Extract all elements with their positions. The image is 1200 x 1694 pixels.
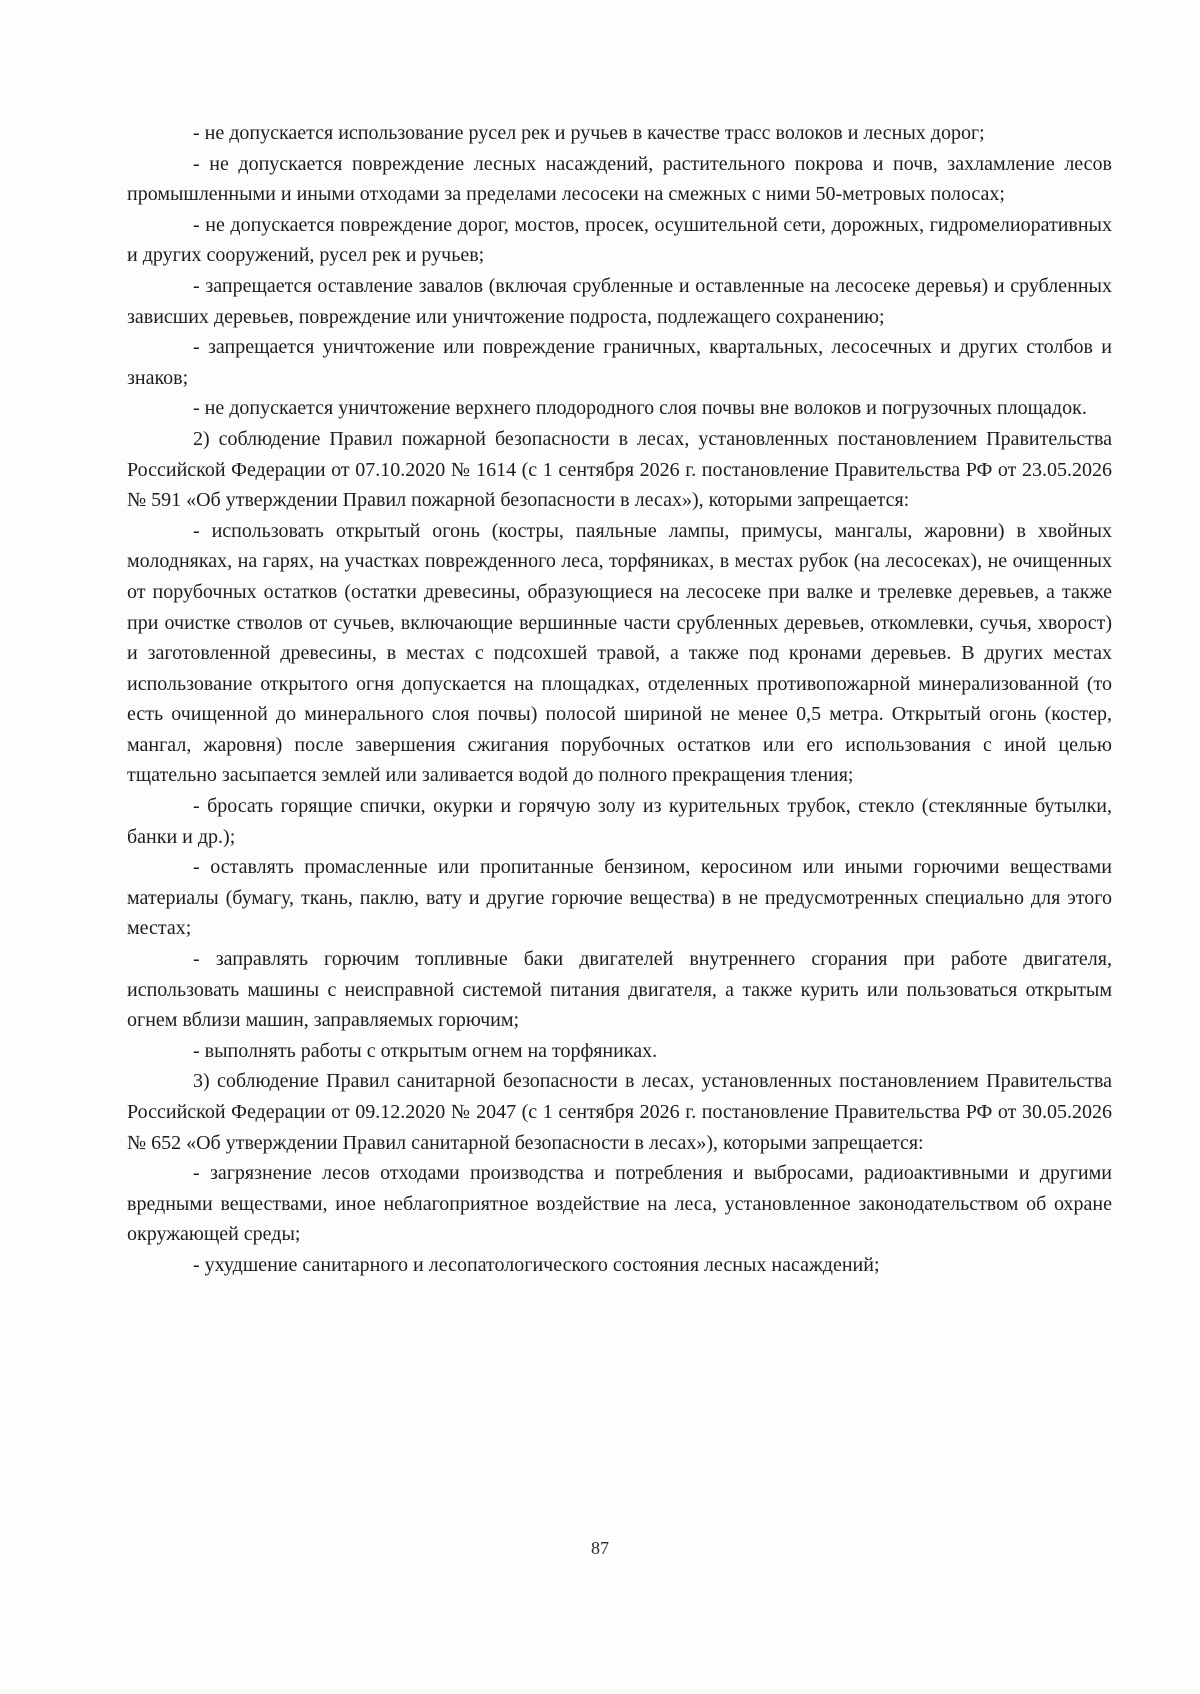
document-body <box>127 118 1112 1281</box>
paragraph-fire-rules: 2) соблюдение Правил пожарной безопасности в лесах, установленных постановлением Правительства Российской Федерации от 07.10.2020 № 1614 (с 1 сентября 2026 г. постановление Правительства РФ от 23.05.2026 № 591 «Об утверждении Правил пожарной безопасности в лесах»), которыми запрещается: <box>127 427 1112 512</box>
paragraph-sanitary-rules: 3) соблюдение Правил санитарной безопасности в лесах, установленных постановлением Правительства Российской Федерации от 09.12.2020 № 2047 (с 1 сентября 2026 г. постановление Правительства РФ от 30.05.2026 № 652 «Об утверждении Правил санитарной безопасности в лесах»), которыми запрещается: <box>127 1070 1112 1154</box>
paragraph-rivers: - не допускается использование русел рек и ручьев в качестве трасс волоков и лесных дорог; <box>193 122 985 144</box>
paragraph-debris: - запрещается оставление завалов (включая срубленные и оставленные на лесосеке деревья) и срубленных зависших деревьев, повреждение или уничтожение подроста, подлежащего сохранению; <box>127 274 1112 328</box>
paragraph-pollution: - загрязнение лесов отходами производства и потребления и выбросами, радиоактивными и другими вредными веществами, иное неблагоприятное воздействие на леса, установленное законодательством об охране окружающей среды; <box>127 1162 1112 1246</box>
paragraph-peat-work: - выполнять работы с открытым огнем на торфяниках. <box>193 1039 658 1062</box>
page-number: 87 <box>591 1538 609 1558</box>
paragraph-matches: - бросать горящие спички, окурки и горячую золу из курительных трубок, стекло (стеклянные бутылки, банки и др.); <box>127 795 1112 848</box>
paragraph-sanitary-state: - ухудшение санитарного и лесопатологического состояния лесных насаждений; <box>193 1253 880 1276</box>
paragraph-oily-materials: - оставлять промасленные или пропитанные бензином, керосином или иными горючими веществами материалы (бумагу, ткань, паклю, вату и другие горючие вещества) в не предусмотренных специально для этого местах; <box>127 856 1112 940</box>
paragraph-roads: - не допускается повреждение дорог, мостов, просек, осушительной сети, дорожных, гидромелиоративных и других сооружений, русел рек и ручьев; <box>127 213 1112 267</box>
paragraph-refueling: - заправлять горючим топливные баки двигателей внутреннего сгорания при работе двигателя, использовать машины с неисправной системой питания двигателя, а также курить или пользоваться открытым огнем вблизи машин, заправляемых горючим; <box>127 948 1112 1032</box>
paragraph-soil: - не допускается уничтожение верхнего плодородного слоя почвы вне волоков и погрузочных площадок. <box>193 397 1087 420</box>
paragraph-open-fire: - использовать открытый огонь (костры, паяльные лампы, примусы, мангалы, жаровни) в хвойных молодняках, на гарях, на участках поврежденного леса, торфяниках, в местах рубок (на лесосеках), не очищенных от порубочных остатков (остатки древесины, образующиеся на лесосеке при валке и трелевке деревьев, а также при очистке стволов от сучьев, включающие вершинные части срубленных деревьев, откомлевки, сучья, хворост) и заготовленной древесины, в местах с подсохшей травой, а также под кронами деревьев. В других местах использование открытого огня допускается на площадках, отделенных противопожарной минерализованной (то есть очищенной до минерального слоя почвы) полосой шириной не менее 0,5 метра. Открытый огонь (костер, мангал, жаровня) после завершения сжигания порубочных остатков или его использования с иной целью тщательно засыпается землей или заливается водой до полного прекращения тления; <box>127 519 1112 787</box>
paragraph-plantings: - не допускается повреждение лесных насаждений, растительного покрова и почв, захламление лесов промышленными и иными отходами за пределами лесосеки на смежных с ними 50-метровых полосах; <box>127 152 1112 206</box>
paragraph-posts: - запрещается уничтожение или повреждение граничных, квартальных, лесосечных и других столбов и знаков; <box>127 336 1112 389</box>
